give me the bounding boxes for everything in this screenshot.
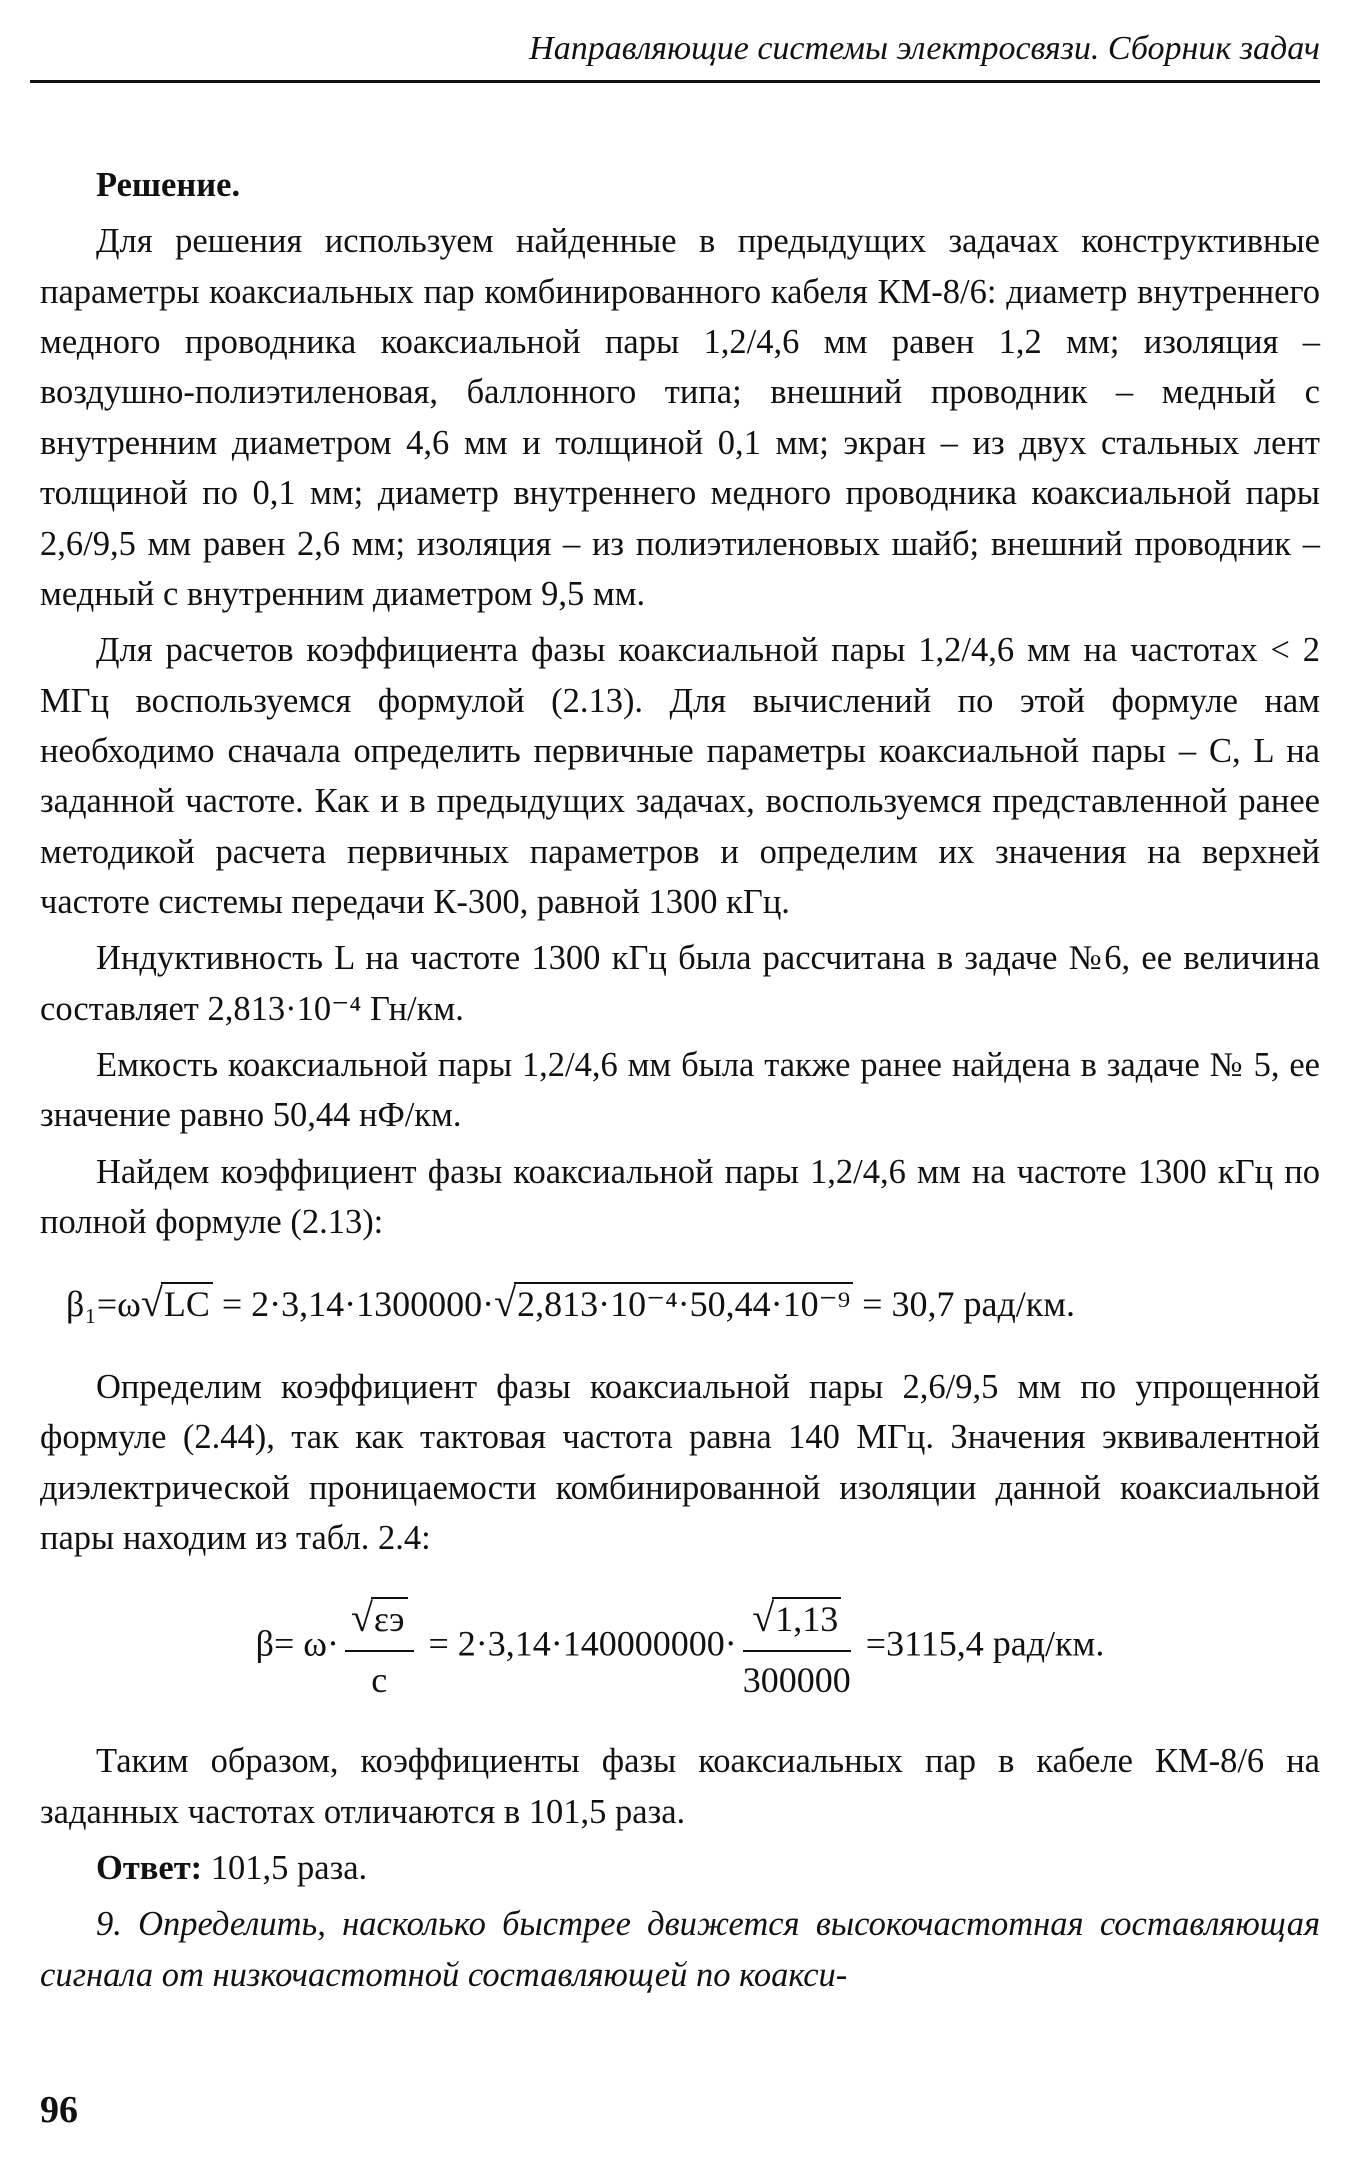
formula-beta2	[40, 1589, 1320, 1706]
answer-value: 101,5 раза.	[202, 1849, 368, 1888]
formula2-lhs: β= ω·	[255, 1624, 339, 1665]
paragraph-7: Таким образом, коэффициенты фазы коаксиальных пар в кабеле КМ-8/6 на заданных частотах отличаются в 101,5 раза.	[40, 1742, 1320, 1831]
paragraph-1: Для решения используем найденные в предыдущих задачах конструктивные параметры коаксиальных пар комбинированного кабеля КМ-8/6: диаметр внутреннего медного проводника коаксиальной пары 1,2/4,6 мм равен 1,2 мм; изоляция – воздушно-полиэтиленовая, баллонного типа; внешний проводник – медный с внутренним диаметром 4,6 мм и толщиной 0,1 мм; экран – из двух стальных лент толщиной по 0,1 мм; диаметр внутреннего медного проводника коаксиальной пары 2,6/9,5 мм равен 2,6 мм; изоляция – из полиэтиленовых шайб; внешний проводник – медный с внутренним диаметром 9,5 мм.	[40, 222, 1320, 613]
paragraph-5: Найдем коэффициент фазы коаксиальной пары 1,2/4,6 мм на частоте 1300 кГц по полной формуле (2.13):	[40, 1152, 1320, 1242]
paragraph-2: Для расчетов коэффициента фазы коаксиальной пары 1,2/4,6 мм на частотах < 2 МГц воспользуемся формулой (2.13). Для вычислений по этой формуле нам необходимо сначала определить первичные параметры коаксиальной пары – С, L на заданной частоте. Как и в предыдущих задачах, воспользуемся представленной ранее методикой расчета первичных параметров и определим их значения на верхней частоте системы передачи К-300, равной 1300 кГц.	[40, 631, 1320, 922]
formula2-den1: c	[371, 1659, 388, 1700]
formula2-mid: = 2·3,14·140000000·	[419, 1624, 737, 1665]
formula1-sqrt1: LC	[161, 1282, 213, 1324]
answer-line	[40, 1843, 1320, 1893]
fraction-1	[345, 1589, 414, 1706]
radical-sign: √	[140, 1279, 163, 1325]
radical-sign: √	[494, 1279, 517, 1325]
paragraph-3: Индуктивность L на частоте 1300 кГц была рассчитана в задаче №6, ее величина составляет 2,813·10⁻⁴ Гн/км.	[40, 939, 1320, 1028]
answer-label: Ответ:	[96, 1849, 203, 1888]
running-header: Направляющие системы электросвязи. Сборник задач	[30, 30, 1320, 83]
solution-heading: Решение.	[96, 166, 241, 204]
formula1-sqrt2: 2,813·10⁻⁴·50,44·10⁻⁹	[514, 1282, 853, 1324]
fraction-2	[743, 1589, 851, 1706]
formula-beta1	[40, 1274, 1320, 1332]
page-number: 96	[40, 2089, 78, 2131]
formula2-num1: εэ	[371, 1597, 408, 1639]
radical-sign: √	[350, 1595, 373, 1641]
paragraph-6: Определим коэффициент фазы коаксиальной пары 2,6/9,5 мм по упрощенной формуле (2.44), так как тактовая частота равна 140 МГц. Значения эквивалентной диэлектрической проницаемости комбинированной изоляции данной коаксиальной пары находим из табл. 2.4:	[40, 1367, 1320, 1558]
radical-sign: √	[752, 1595, 775, 1641]
formula1-mid: = 2·3,14·1300000·	[212, 1283, 495, 1324]
page-body	[40, 160, 1320, 2006]
next-task-statement: 9. Определить, насколько быстрее движется высокочастотная составляющая сигнала от низкочастотной составляющей по коакси-	[40, 1905, 1320, 1994]
paragraph-4: Емкость коаксиальной пары 1,2/4,6 мм была также ранее найдена в задаче № 5, ее значение равно 50,44 нФ/км.	[40, 1046, 1320, 1135]
formula2-rhs: =3115,4 рад/км.	[856, 1624, 1105, 1665]
formula2-den2: 300000	[742, 1659, 851, 1700]
formula1-rhs: = 30,7 рад/км.	[853, 1283, 1076, 1324]
formula1-lhs: β₁=ω	[66, 1283, 141, 1324]
formula2-num2: 1,13	[772, 1597, 841, 1639]
